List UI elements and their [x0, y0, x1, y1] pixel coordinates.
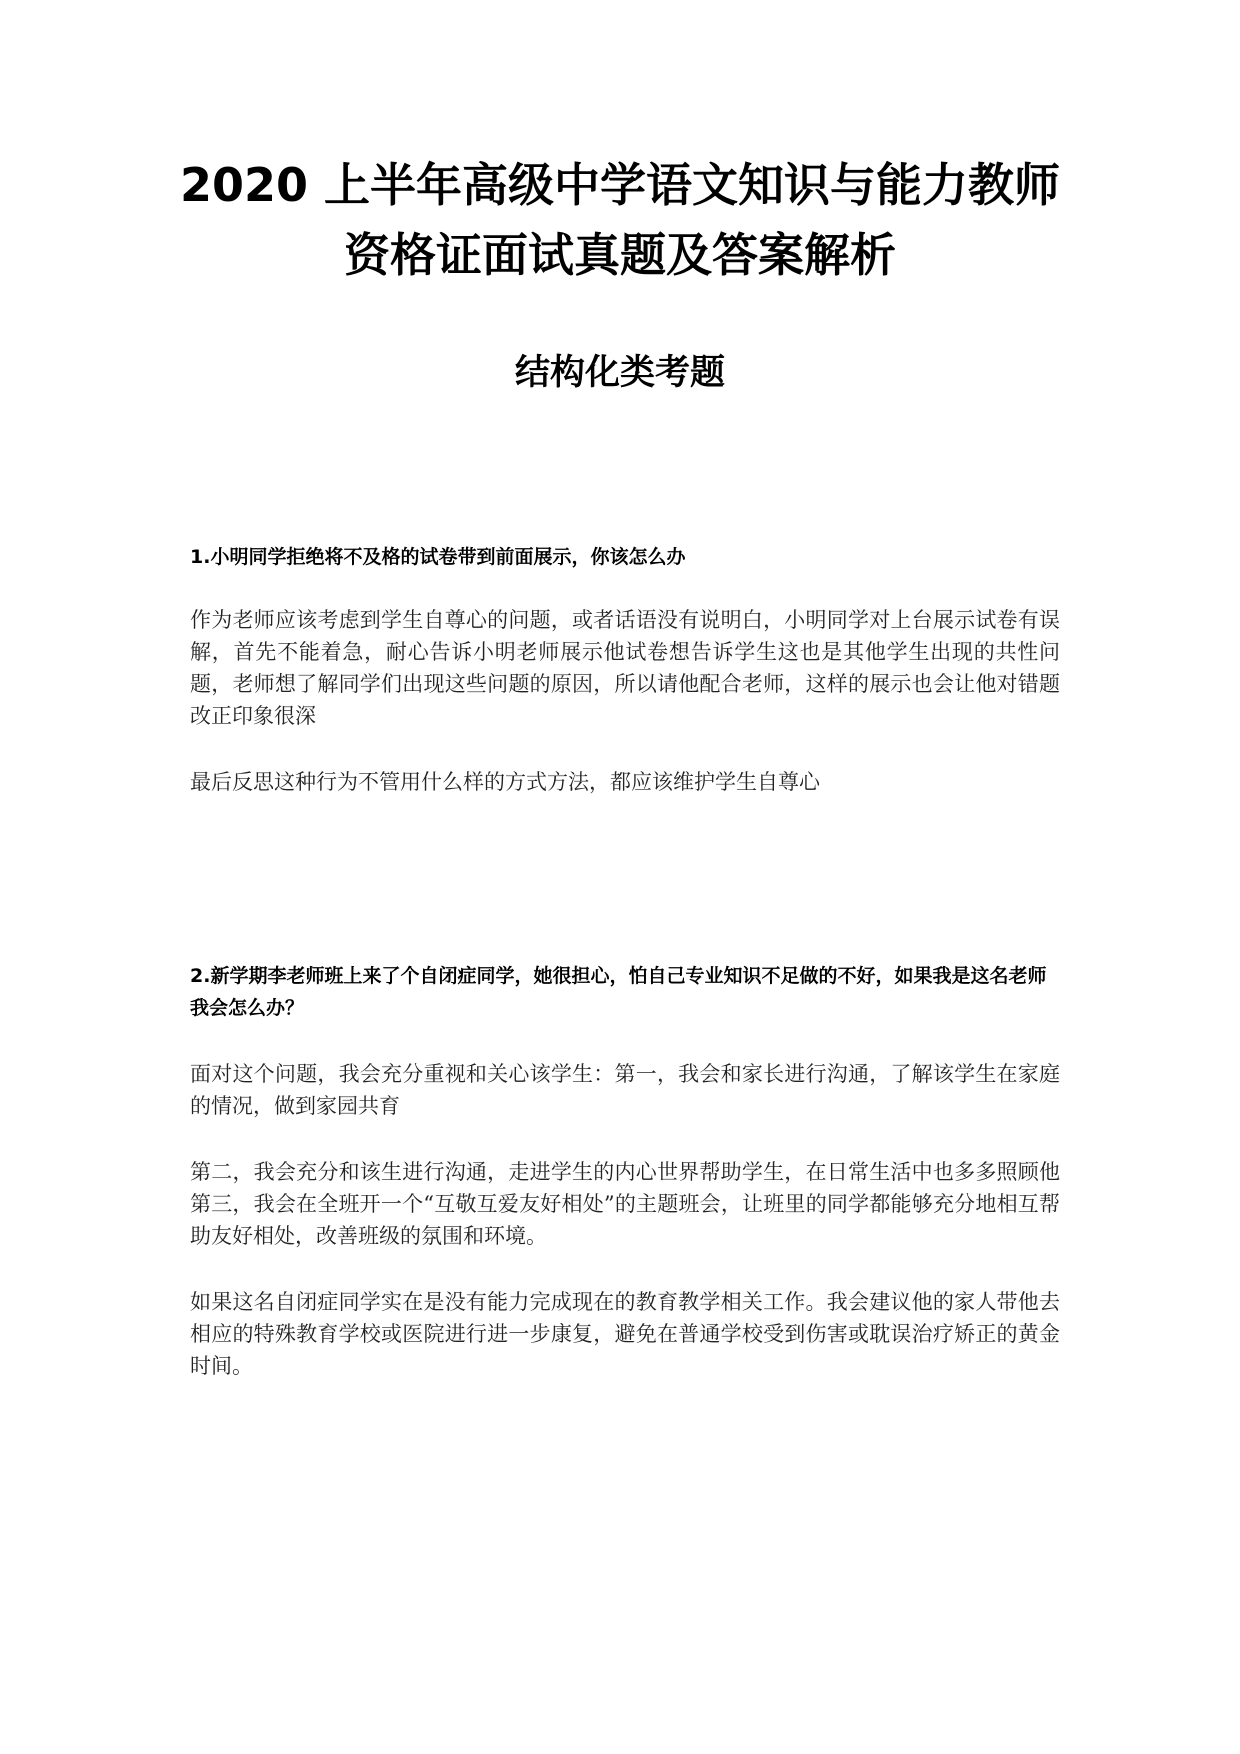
question-1-answer-paragraph-2: 最后反思这种行为不管用什么样的方式方法，都应该维护学生自尊心 — [190, 770, 820, 794]
question-2-answer-paragraph-2: 第二，我会充分和该生进行沟通，走进学生的内心世界帮助学生，在日常生活中也多多照顾他第三，我会在全班开一个“互敬互爱友好相处”的主题班会，让班里的同学都能够充分地相互帮助友好相处，改善班级的氛围和环境。 — [190, 1160, 1060, 1248]
title-line-1: 2020 上半年高级中学语文知识与能力教师 — [179, 158, 1061, 212]
question-2-answer-paragraph-1: 面对这个问题，我会充分重视和关心该学生：第一，我会和家长进行沟通，了解该学生在家庭的情况，做到家园共育 — [190, 1062, 1060, 1118]
section-title: 结构化类考题 — [514, 353, 725, 393]
question-1-heading: 1.小明同学拒绝将不及格的试卷带到前面展示，你该怎么办 — [190, 546, 686, 568]
question-2-heading: 2.新学期李老师班上来了个自闭症同学，她很担心，怕自己专业知识不足做的不好，如果我是这名老师我会怎么办？ — [190, 965, 1047, 1019]
title-line-2: 资格证面试真题及答案解析 — [344, 228, 896, 282]
document-title — [150, 150, 1090, 290]
question-1-answer-paragraph-1: 作为老师应该考虑到学生自尊心的问题，或者话语没有说明白，小明同学对上台展示试卷有误解，首先不能着急，耐心告诉小明老师展示他试卷想告诉学生这也是其他学生出现的共性问题，老师想了解同学们出现这些问题的原因，所以请他配合老师，这样的展示也会让他对错题改正印象很深 — [190, 608, 1060, 728]
question-2-answer-paragraph-3: 如果这名自闭症同学实在是没有能力完成现在的教育教学相关工作。我会建议他的家人带他去相应的特殊教育学校或医院进行进一步康复，避免在普通学校受到伤害或耽误治疗矫正的黄金时间。 — [190, 1290, 1060, 1378]
